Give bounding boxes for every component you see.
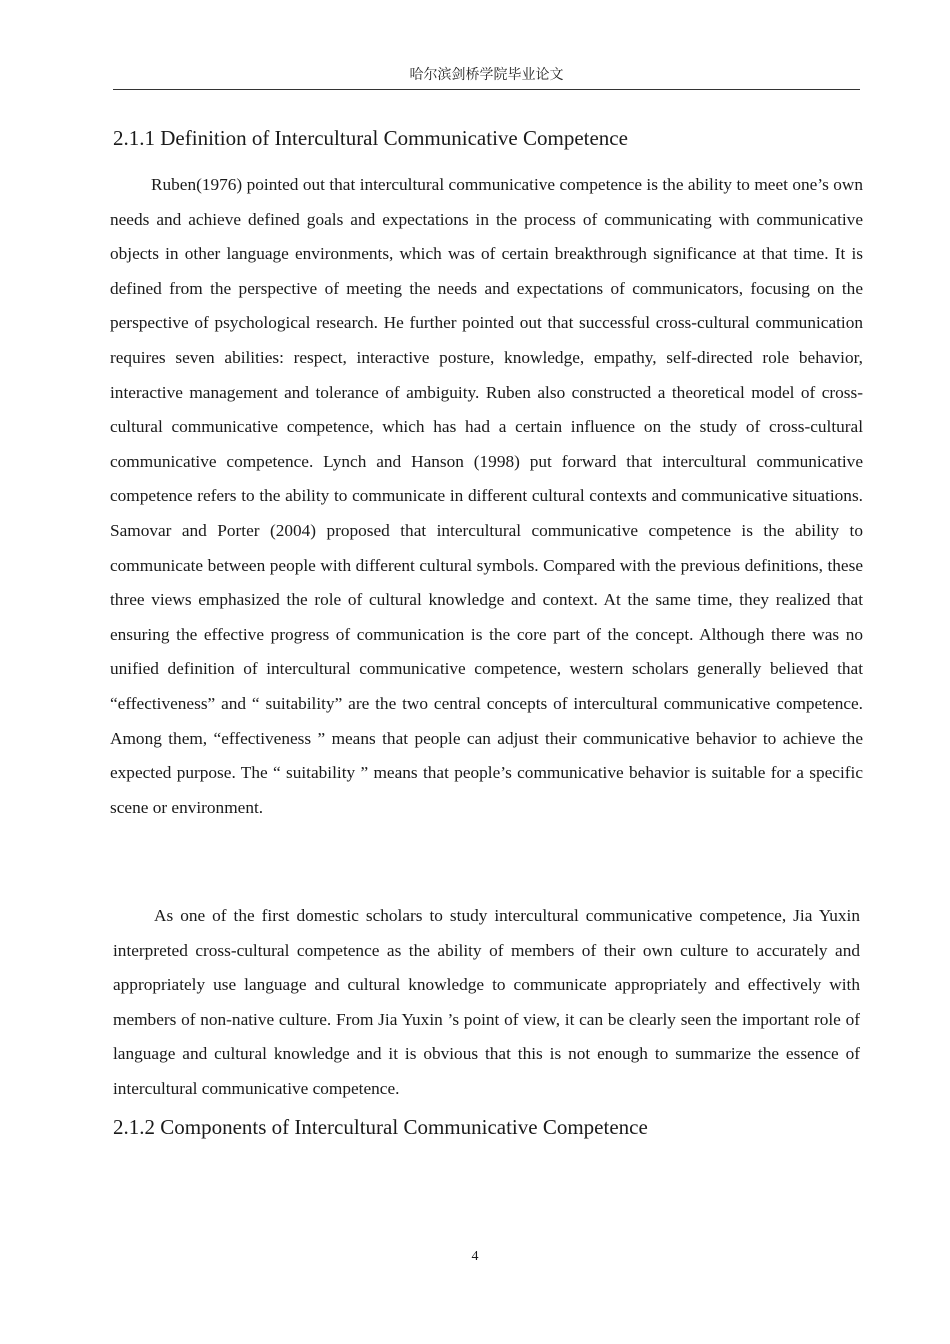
body-paragraph: Ruben(1976) pointed out that intercultural communicative competence is the ability to meet one’s own needs and achieve defined goals and expectations in the process of communicating with communicative objects in other language environments, which was of certain breakthrough significance at that time. It is defined from the perspective of meeting the needs and expectations of communicators, focusing on the perspective of psychological research. He further pointed out that successful cross-cultural communication requires seven abilities: respect, interactive posture, knowledge, empathy, self-directed role behavior, interactive management and tolerance of ambiguity. Ruben also constructed a theoretical model of cross-cultural communicative competence, which has had a certain influence on the study of cross-cultural communicative competence. Lynch and Hanson (1998) put forward that intercultural communicative competence refers to the ability to communicate in different cultural contexts and communicative situations. Samovar and Porter (2004) proposed that intercultural communicative competence is the ability to communicate between people with different cultural symbols. Compared with the previous definitions, these three views emphasized the role of cultural knowledge and context. At the same time, they realized that ensuring the effective progress of communication is the core part of the concept. Although there was no unified definition of intercultural communicative competence, western scholars generally believed that “effectiveness” and “ suitability” are the two central concepts of intercultural communicative competence. Among them, “effectiveness ” means that people can adjust their communicative behavior to achieve the expected purpose. The “ suitability ” means that people’s communicative behavior is suitable for a specific scene or environment. [110,175,863,817]
page-number: 4 [471,1249,479,1264]
body-paragraph: As one of the first domestic scholars to study intercultural communicative competence, Jia Yuxin interpreted cross-cultural competence as the ability of members of their own culture to accurately and appropriately use language and cultural knowledge to communicate appropriately and effectively with members of non-native culture. From Jia Yuxin ’s point of view, it can be clearly seen the important role of language and cultural knowledge and it is obvious that this is not enough to summarize the essence of intercultural communicative competence. [113,906,860,1098]
page-header: 哈尔滨剑桥学院毕业论文 [113,66,860,90]
section-heading-2-1-1: 2.1.1 Definition of Intercultural Communicative Competence [113,126,628,150]
section-heading-2-1-2: 2.1.2 Components of Intercultural Communicative Competence [113,1115,648,1139]
